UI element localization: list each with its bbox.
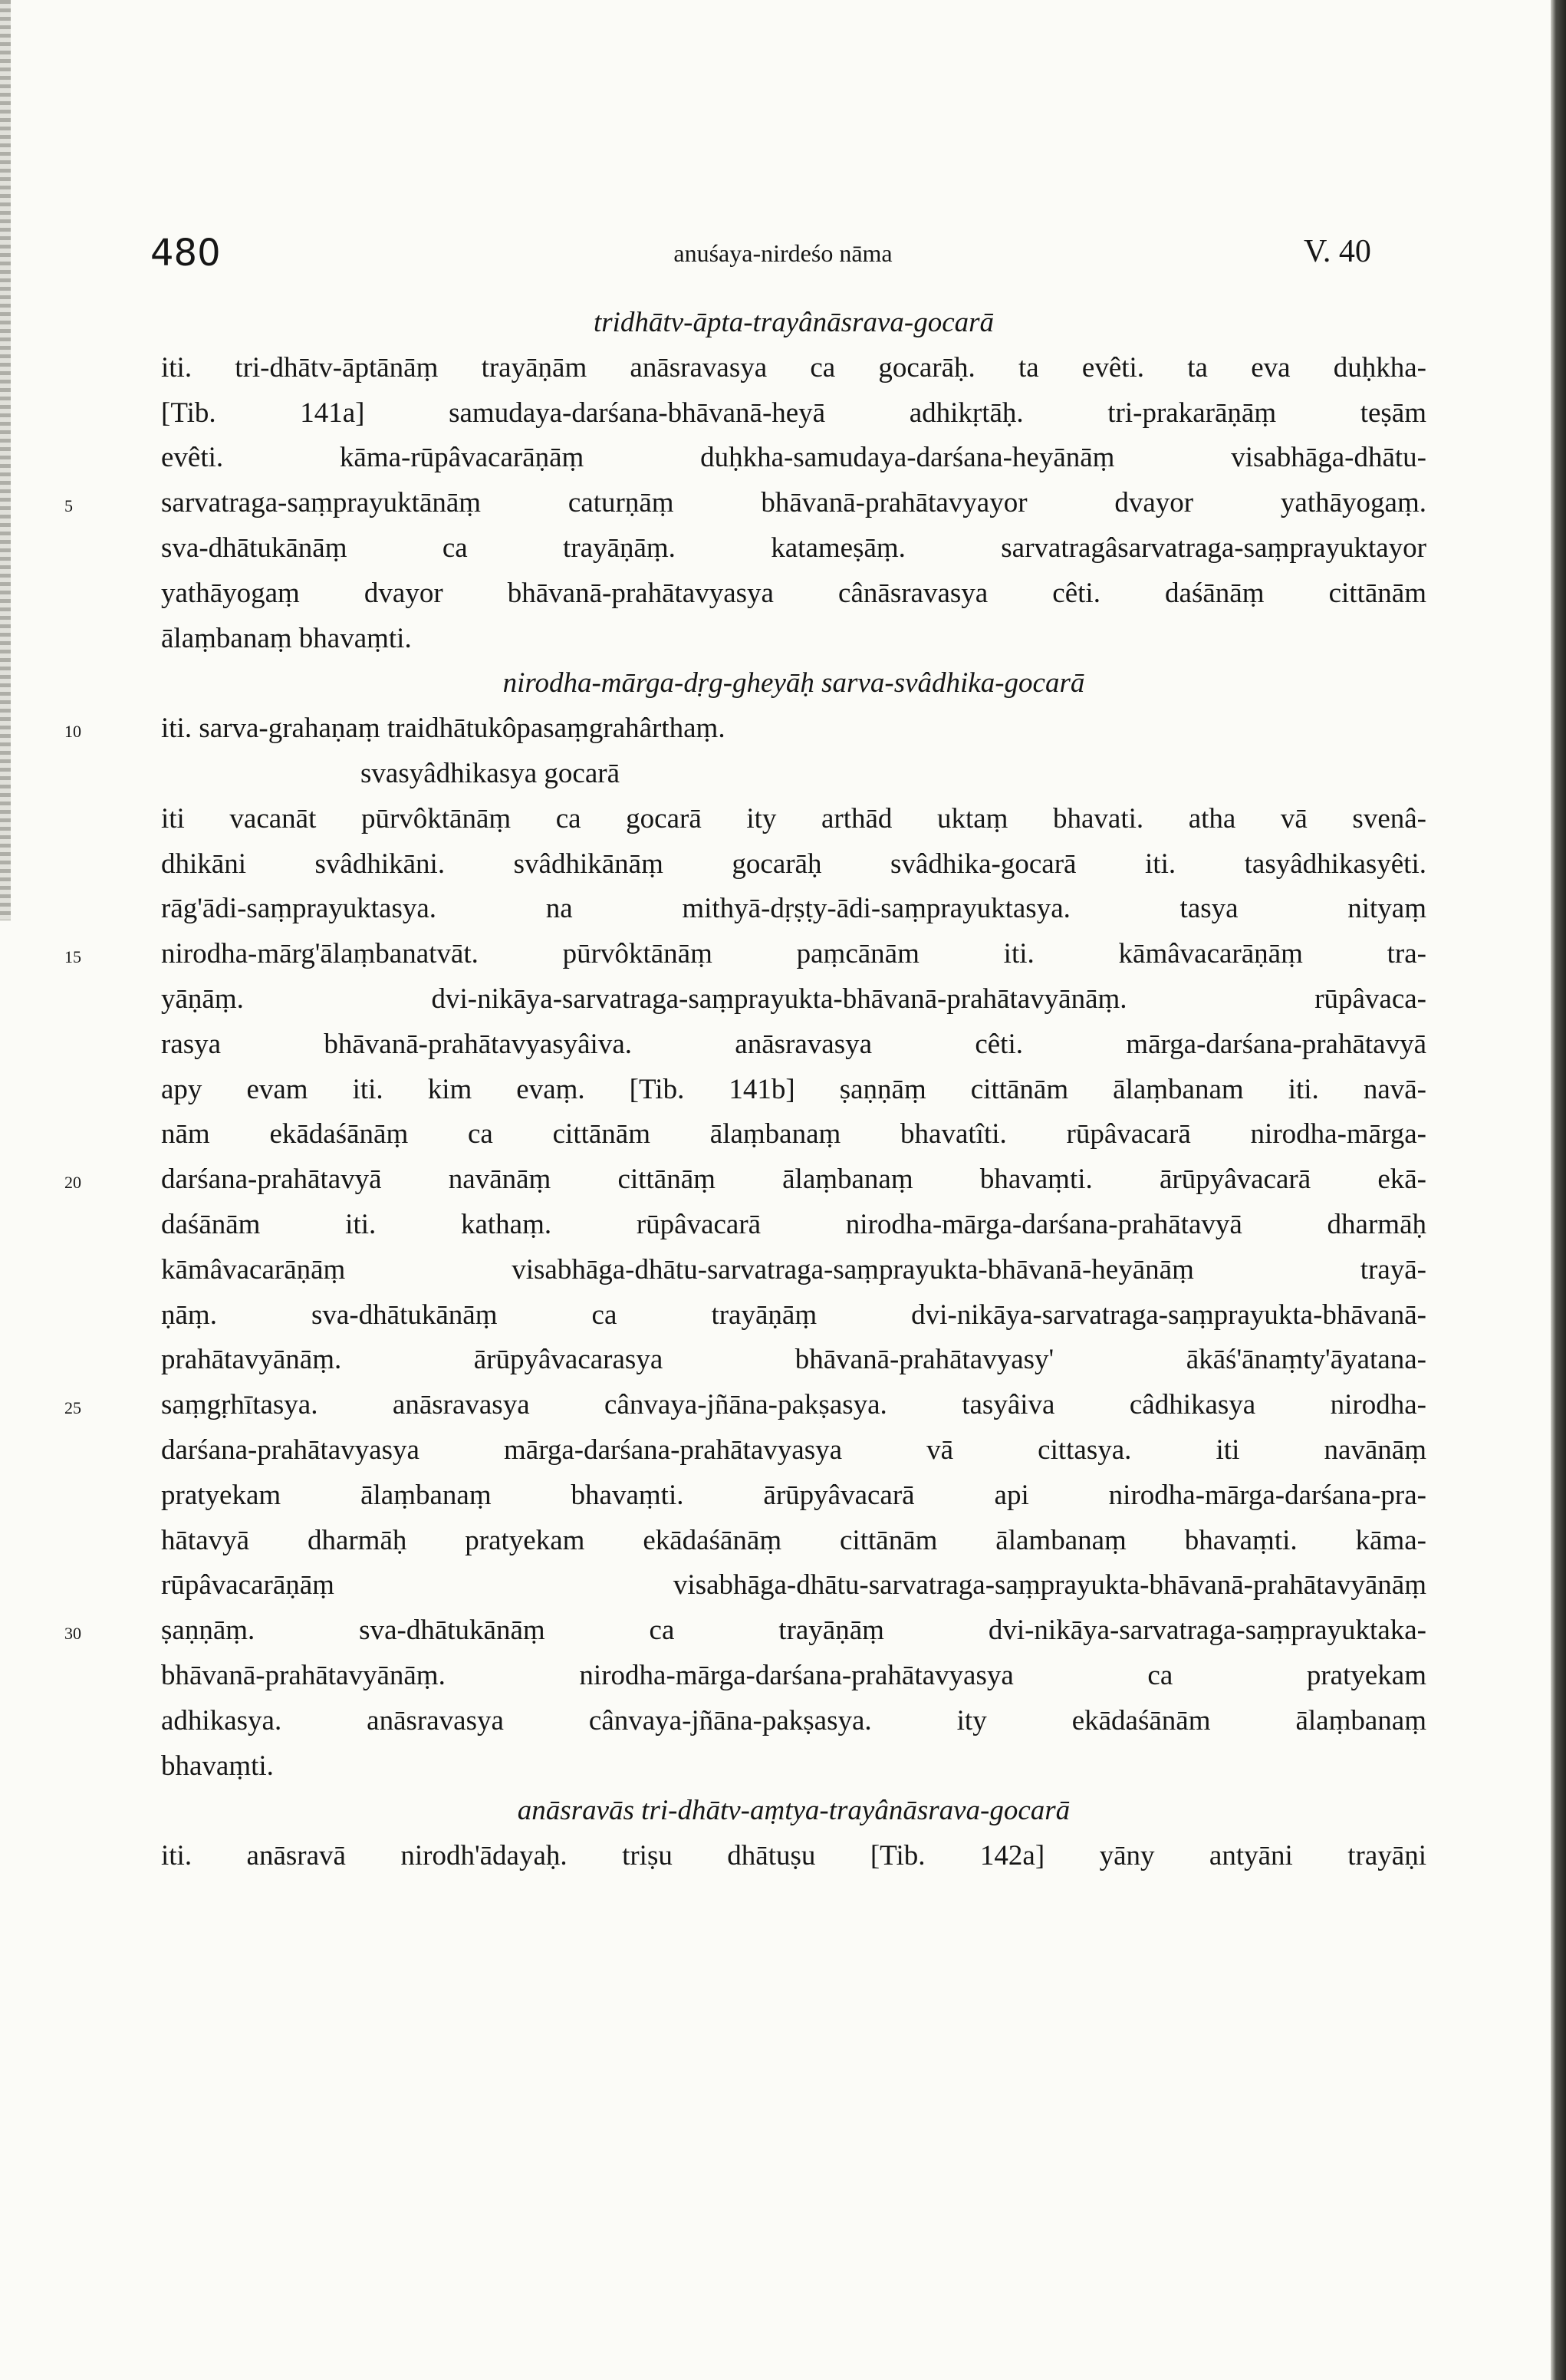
- text-line: tridhātv-āpta-trayânāsrava-gocarā: [593, 307, 995, 338]
- text-line: apy evam iti. kim evaṃ. [Tib. 141b] ṣaṇṇāṃ cittānām ālaṃbanam iti. navā-: [161, 1074, 1426, 1105]
- text-line: prahātavyānāṃ. ārūpyâvacarasya bhāvanā-prahātavyasy' ākāś'ānaṃty'āyatana-: [161, 1344, 1426, 1375]
- line-number: 25: [64, 1398, 81, 1417]
- text-line: iti. tri-dhātv-āptānāṃ trayāṇām anāsravasya ca gocarāḥ. ta evêti. ta eva duḥkha-: [161, 352, 1426, 383]
- text-line: svasyâdhikasya gocarā: [360, 758, 620, 789]
- text-line: darśana-prahātavyā navānāṃ cittānāṃ ālaṃbanaṃ bhavaṃti. ārūpyâvacarā ekā-: [161, 1164, 1426, 1195]
- line-number: 10: [64, 722, 81, 741]
- text-line: darśana-prahātavyasya mārga-darśana-prahātavyasya vā cittasya. iti navānāṃ: [161, 1434, 1426, 1466]
- text-line: hātavyā dharmāḥ pratyekam ekādaśānāṃ cittānām ālambanaṃ bhavaṃti. kāma-: [161, 1525, 1426, 1556]
- text-line: saṃgṛhītasya. anāsravasya cânvaya-jñāna-pakṣasya. tasyâiva câdhikasya nirodha-: [161, 1389, 1426, 1420]
- text-line: sarvatraga-saṃprayuktānāṃ caturṇāṃ bhāvanā-prahātavyayor dvayor yathāyogaṃ.: [161, 487, 1426, 518]
- text-line: [Tib. 141a] samudaya-darśana-bhāvanā-heyā adhikṛtāḥ. tri-prakarāṇāṃ teṣām: [161, 397, 1426, 429]
- text-line: iti. sarva-grahaṇaṃ traidhātukôpasaṃgrahârthaṃ.: [161, 713, 725, 744]
- text-line: nirodha-mārg'ālaṃbanatvāt. pūrvôktānāṃ paṃcānām iti. kāmâvacarāṇāṃ tra-: [161, 938, 1426, 969]
- page-edge-noise: [0, 0, 11, 920]
- text-line: iti. anāsravā nirodh'ādayaḥ. triṣu dhātuṣu [Tib. 142a] yāny antyāni trayāṇi: [161, 1840, 1426, 1871]
- text-line: nirodha-mārga-dṛg-gheyāḥ sarva-svâdhika-gocarā: [502, 667, 1085, 699]
- line-number: 5: [64, 496, 73, 515]
- text-line: ālaṃbanaṃ bhavaṃti.: [161, 623, 412, 654]
- text-line: rūpâvacarāṇāṃ visabhāga-dhātu-sarvatraga-saṃprayukta-bhāvanā-prahātavyānāṃ: [161, 1569, 1426, 1601]
- text-line: adhikasya. anāsravasya cânvaya-jñāna-pakṣasya. ity ekādaśānām ālaṃbanaṃ: [161, 1705, 1426, 1736]
- text-line: bhāvanā-prahātavyānāṃ. nirodha-mārga-darśana-prahātavyasya ca pratyekam: [161, 1660, 1426, 1691]
- text-line: ṣaṇṇāṃ. sva-dhātukānāṃ ca trayāṇāṃ dvi-nikāya-sarvatraga-saṃprayuktaka-: [161, 1615, 1426, 1646]
- text-line: pratyekam ālaṃbanaṃ bhavaṃti. ārūpyâvacarā api nirodha-mārga-darśana-pra-: [161, 1480, 1426, 1511]
- text-line: daśānām iti. kathaṃ. rūpâvacarā nirodha-mārga-darśana-prahātavyā dharmāḥ: [161, 1209, 1426, 1240]
- text-line: sva-dhātukānāṃ ca trayāṇāṃ. katameṣāṃ. sarvatragâsarvatraga-saṃprayuktayor: [161, 532, 1426, 564]
- text-line: bhavaṃti.: [161, 1750, 274, 1782]
- line-number: 15: [64, 947, 81, 966]
- text-line: rasya bhāvanā-prahātavyasyâiva. anāsravasya cêti. mārga-darśana-prahātavyā: [161, 1029, 1426, 1060]
- text-line: nām ekādaśānāṃ ca cittānām ālaṃbanaṃ bhavatîti. rūpâvacarā nirodha-mārga-: [161, 1118, 1426, 1150]
- page-number: 480: [150, 232, 221, 275]
- text-line: evêti. kāma-rūpâvacarāṇāṃ duḥkha-samudaya-darśana-heyānāṃ visabhāga-dhātu-: [161, 442, 1426, 473]
- text-line: iti vacanāt pūrvôktānāṃ ca gocarā ity arthād uktaṃ bhavati. atha vā svenâ-: [161, 803, 1426, 834]
- text-line: yathāyogaṃ dvayor bhāvanā-prahātavyasya cânāsravasya cêti. daśānāṃ cittānām: [161, 578, 1426, 609]
- page-edge-shadow: [1551, 0, 1566, 2380]
- text-line: anāsravās tri-dhātv-aṃtya-trayânāsrava-gocarā: [517, 1795, 1071, 1826]
- line-number: 20: [64, 1173, 81, 1192]
- text-line: kāmâvacarāṇāṃ visabhāga-dhātu-sarvatraga-saṃprayukta-bhāvanā-heyānāṃ trayā-: [161, 1254, 1426, 1285]
- text-line: ṇāṃ. sva-dhātukānāṃ ca trayāṇāṃ dvi-nikāya-sarvatraga-saṃprayukta-bhāvanā-: [161, 1299, 1426, 1331]
- line-number: 30: [64, 1624, 81, 1643]
- section-number: V. 40: [1304, 234, 1371, 269]
- running-title: anuśaya-nirdeśo nāma: [673, 239, 893, 267]
- text-line: dhikāni svâdhikāni. svâdhikānāṃ gocarāḥ svâdhika-gocarā iti. tasyâdhikasyêti.: [161, 848, 1426, 880]
- text-line: yāṇāṃ. dvi-nikāya-sarvatraga-saṃprayukta-bhāvanā-prahātavyānāṃ. rūpâvaca-: [161, 983, 1426, 1015]
- text-line: rāg'ādi-saṃprayuktasya. na mithyā-dṛṣṭy-ādi-saṃprayuktasya. tasya nityaṃ: [161, 893, 1426, 924]
